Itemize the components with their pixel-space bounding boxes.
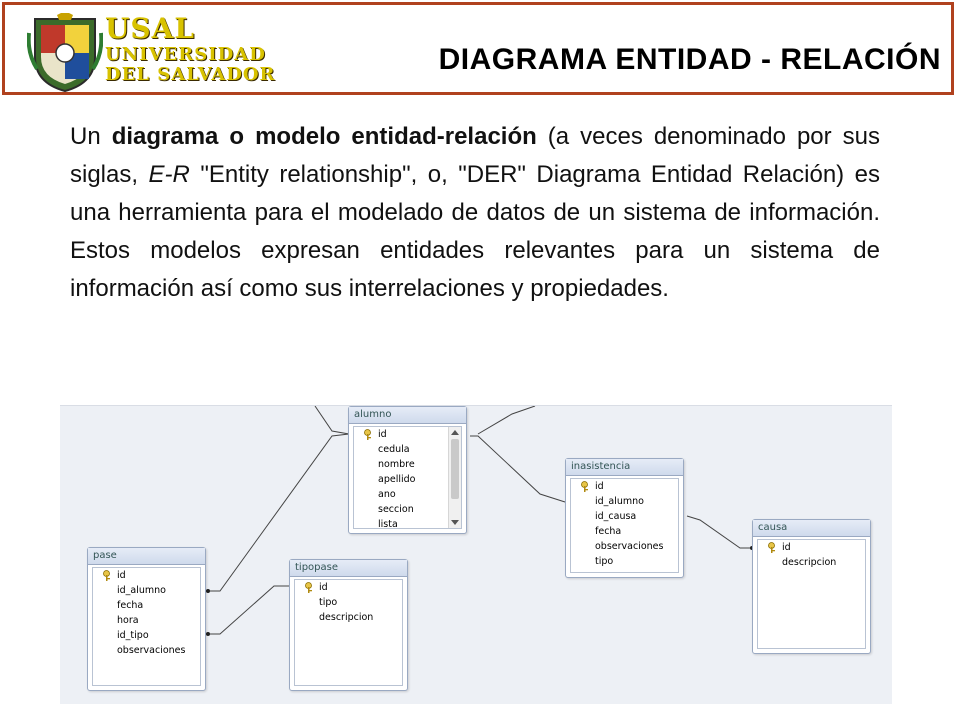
scroll-down-arrow-icon[interactable] — [451, 520, 459, 525]
field-name: fecha — [117, 600, 144, 611]
field[interactable] — [571, 554, 678, 569]
field[interactable] — [354, 457, 461, 472]
field[interactable] — [571, 494, 678, 509]
field-primary-key[interactable] — [93, 568, 200, 583]
field-name: id — [117, 570, 126, 581]
field[interactable] — [354, 472, 461, 487]
field-name: hora — [117, 615, 139, 626]
field-name: id_alumno — [595, 496, 644, 507]
field[interactable] — [571, 509, 678, 524]
field[interactable] — [93, 598, 200, 613]
table-scrollbar[interactable] — [448, 427, 461, 528]
field-name: id_alumno — [117, 585, 166, 596]
field-primary-key[interactable] — [295, 580, 402, 595]
key-icon — [581, 481, 591, 492]
table-fields — [757, 539, 866, 649]
brand-line-usal: USAL — [105, 12, 196, 45]
field-name: fecha — [595, 526, 622, 537]
table-title: inasistencia — [566, 459, 683, 476]
field[interactable] — [758, 555, 865, 570]
key-icon — [768, 542, 778, 553]
field-name: id_tipo — [117, 630, 149, 641]
field-name: nombre — [378, 459, 415, 470]
relation-endpoint — [206, 632, 210, 636]
text-run: Un — [70, 123, 112, 150]
field[interactable] — [93, 613, 200, 628]
relation-line — [208, 586, 289, 634]
table-title: pase — [88, 548, 205, 565]
text-run: (a veces denominado por sus siglas, — [70, 123, 880, 188]
table-alumno[interactable] — [348, 406, 467, 534]
field-name: id_causa — [595, 511, 637, 522]
field-name: ano — [378, 489, 396, 500]
field-name: id — [595, 481, 604, 492]
text-run-italic: E-R — [148, 161, 190, 188]
field-name: id — [319, 582, 328, 593]
key-icon — [103, 570, 113, 581]
er-diagram — [60, 405, 892, 704]
key-icon — [305, 582, 315, 593]
table-fields — [570, 478, 679, 573]
field-name: observaciones — [595, 541, 664, 552]
table-title: causa — [753, 520, 870, 537]
field-name: tipo — [595, 556, 614, 567]
table-fields — [353, 426, 462, 529]
field-name: observaciones — [117, 645, 186, 656]
relation-line — [687, 516, 752, 548]
relation-line — [315, 406, 349, 434]
university-crest-logo — [27, 13, 103, 93]
text-run-bold: diagrama o modelo entidad-relación — [111, 123, 537, 150]
field[interactable] — [354, 487, 461, 502]
table-inasistencia[interactable] — [565, 458, 684, 578]
field[interactable] — [93, 583, 200, 598]
slide-title: DIAGRAMA ENTIDAD - RELACIÓN — [438, 43, 941, 76]
text-run: "Entity relationship", o, "DER" Diagrama Entidad Relación) es una herramienta para el modelado de datos de un sistema de información. Estos modelos expresan entidades relevantes para un sistema de información así como sus interrelaciones y propiedades. — [70, 161, 880, 302]
relation-endpoint — [206, 589, 210, 593]
field[interactable] — [354, 502, 461, 517]
table-pase[interactable] — [87, 547, 206, 691]
field-name: id — [378, 429, 387, 440]
field-name: apellido — [378, 474, 416, 485]
field-primary-key[interactable] — [571, 479, 678, 494]
scroll-up-arrow-icon[interactable] — [451, 430, 459, 435]
table-title: alumno — [349, 407, 466, 424]
table-tipopase[interactable] — [289, 559, 408, 691]
university-wordmark — [105, 12, 276, 85]
table-fields — [294, 579, 403, 686]
brand-line-universidad: UNIVERSIDAD — [105, 44, 266, 65]
table-causa[interactable] — [752, 519, 871, 654]
relation-line — [470, 436, 565, 502]
field-name: descripcion — [782, 557, 837, 568]
field[interactable] — [295, 595, 402, 610]
field[interactable] — [93, 628, 200, 643]
table-fields — [92, 567, 201, 686]
field[interactable] — [295, 610, 402, 625]
body-paragraph — [70, 118, 880, 308]
scrollbar-thumb[interactable] — [451, 439, 459, 499]
field[interactable] — [354, 442, 461, 457]
field-name: cedula — [378, 444, 410, 455]
field[interactable] — [571, 524, 678, 539]
field-name: lista — [378, 519, 398, 530]
key-icon — [364, 429, 374, 440]
field[interactable] — [571, 539, 678, 554]
field-name: descripcion — [319, 612, 374, 623]
relation-line — [478, 406, 535, 434]
field-name: id — [782, 542, 791, 553]
field[interactable] — [93, 643, 200, 658]
field-name: tipo — [319, 597, 338, 608]
slide-header — [2, 2, 954, 95]
field-name: seccion — [378, 504, 414, 515]
table-title: tipopase — [290, 560, 407, 577]
brand-line-del-salvador: DEL SALVADOR — [105, 64, 276, 85]
field-primary-key[interactable] — [758, 540, 865, 555]
field-primary-key[interactable] — [354, 427, 461, 442]
field[interactable] — [354, 517, 461, 532]
